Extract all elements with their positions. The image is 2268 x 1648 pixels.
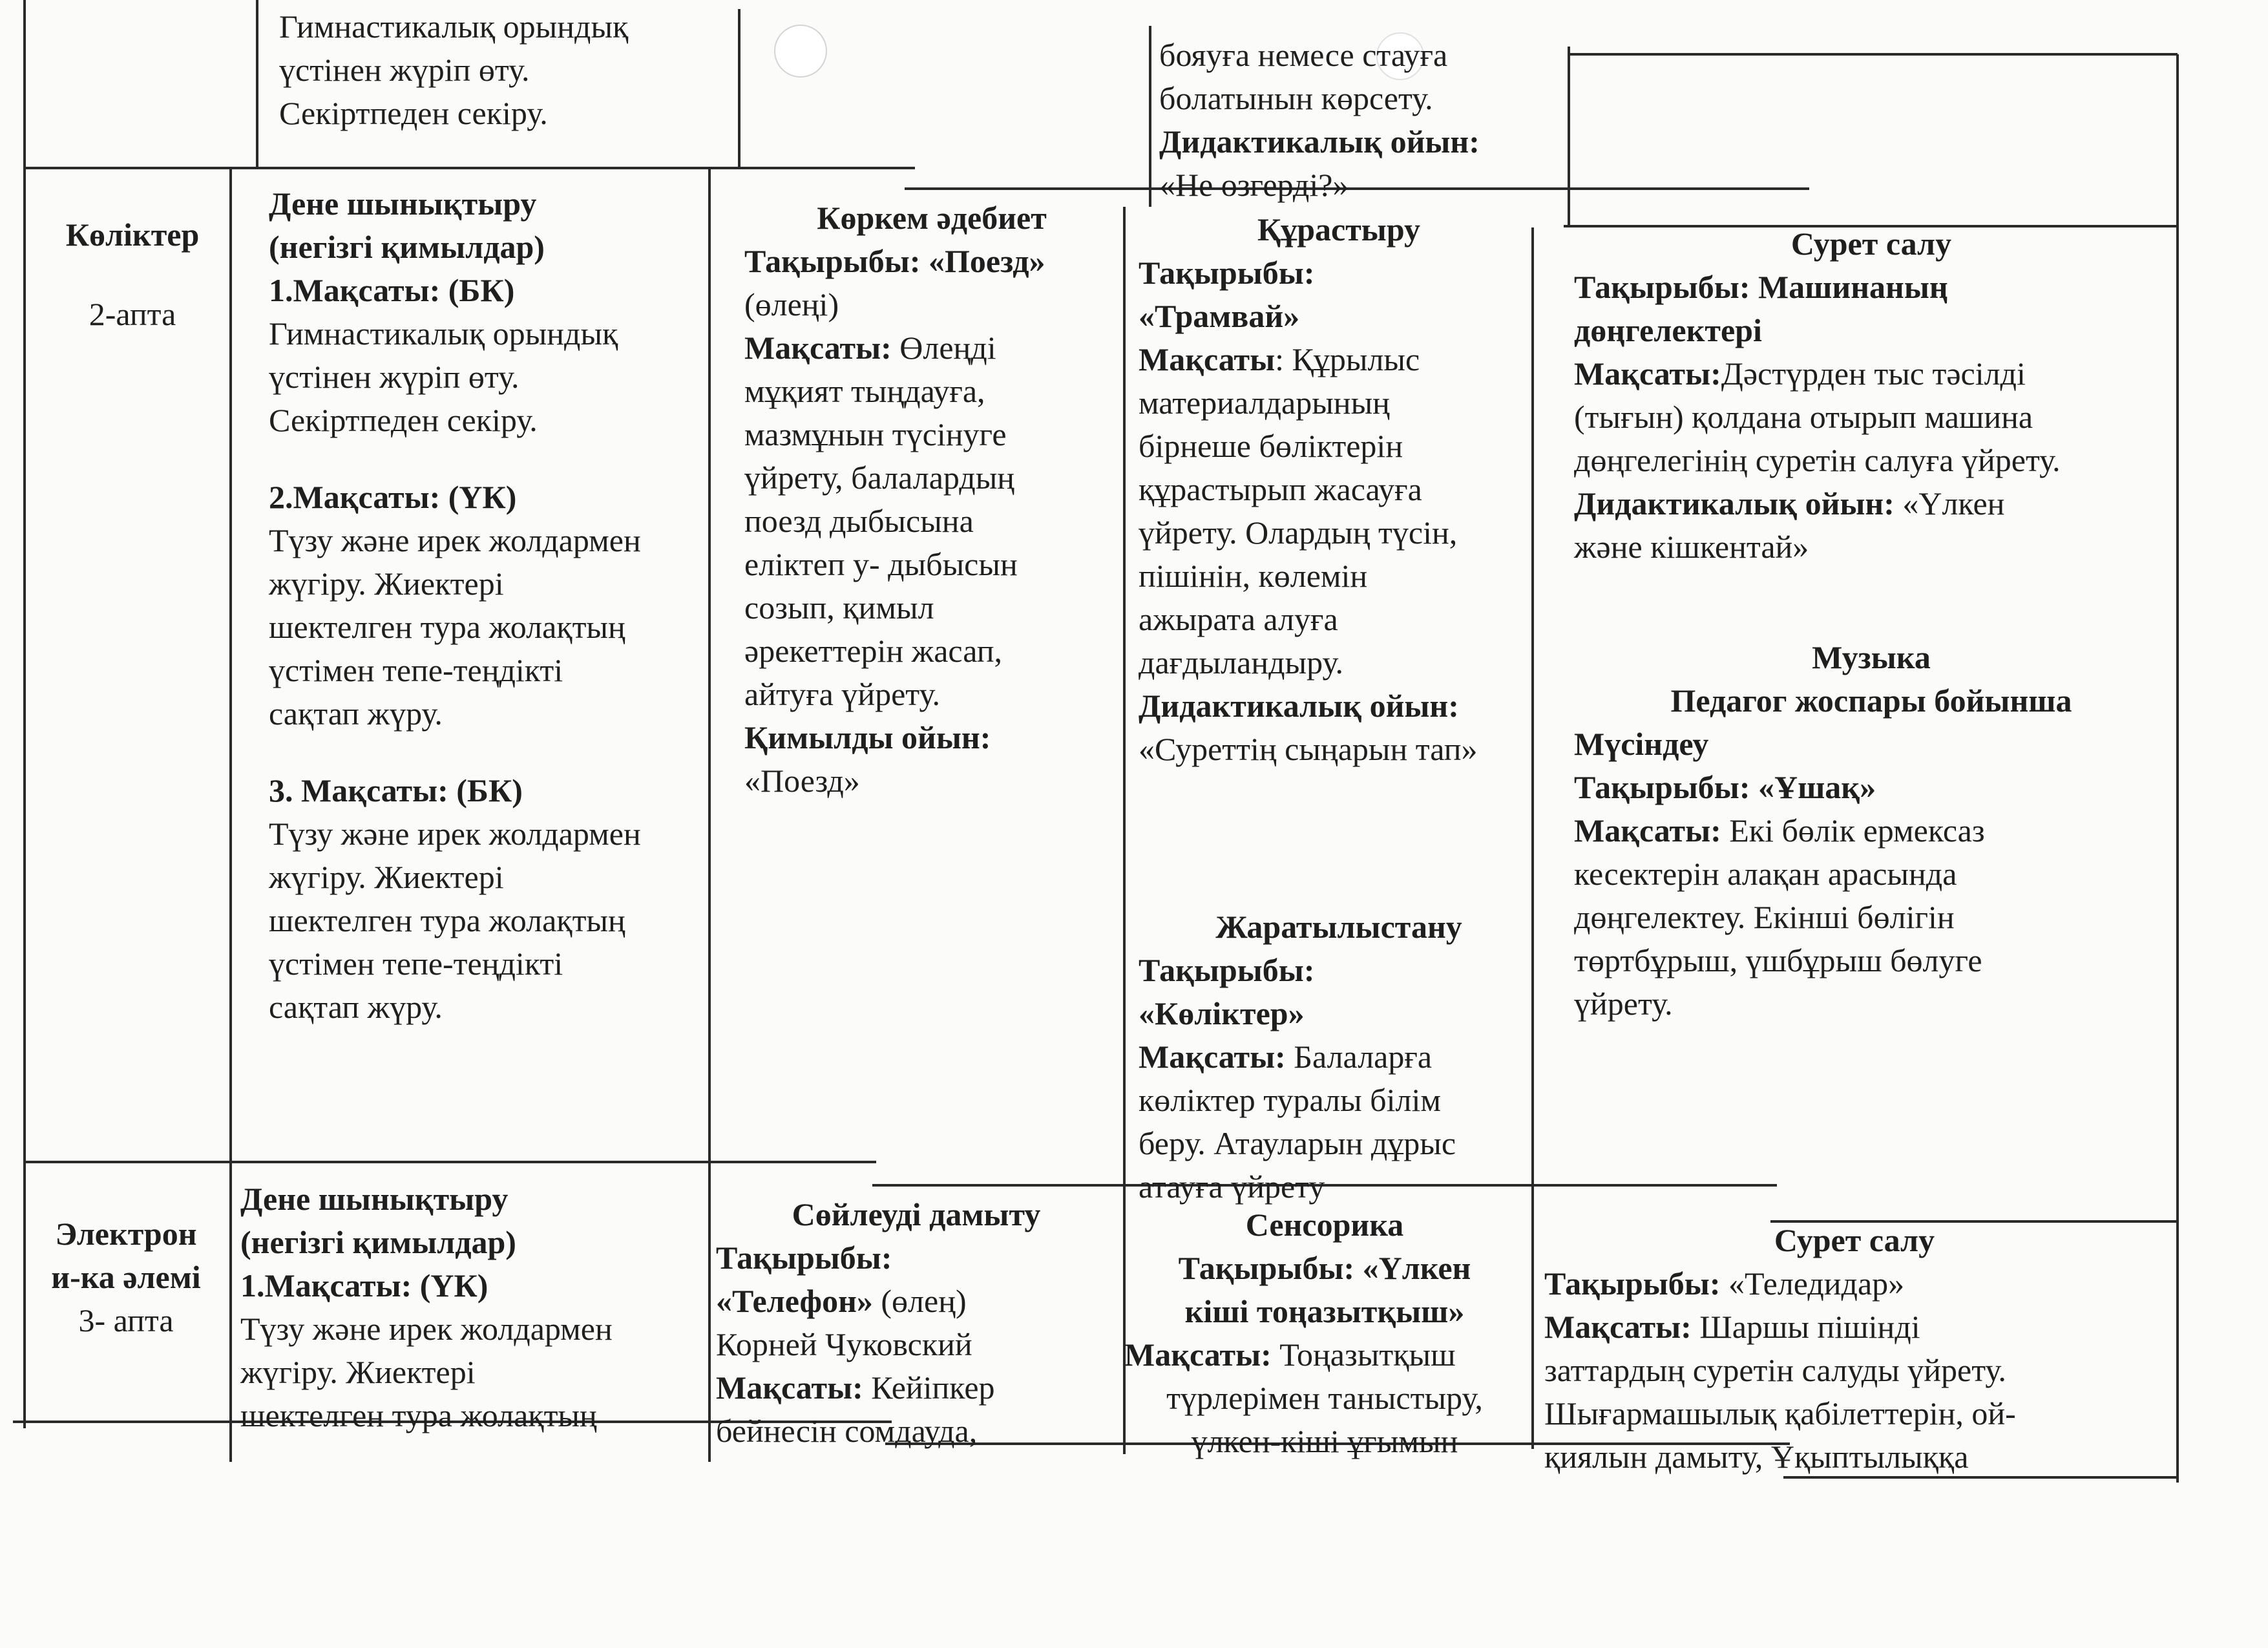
text-line: мазмұнын түсінуге [744,416,1007,452]
text-line: Дидактикалық ойын: [1159,123,1480,160]
text-line: «Поезд» [744,763,860,799]
text-line: үстінен жүріп өту. [269,359,520,395]
cell-r1-c3 [1139,208,1539,1209]
text-line: төртбұрыш, үшбұрыш бөлуге [1574,942,1982,978]
text-line: Тақырыбы: «Теледидар» [1544,1265,1905,1302]
text-line: Мақсаты: Тоңазытқыш [1124,1336,1456,1373]
text-line: ажырата алуға [1139,601,1338,637]
text-line: Мақсаты: Шаршы пішінді [1544,1309,1920,1345]
text-line: «Телефон» (өлең) [716,1283,967,1319]
text-line: еліктеп у- дыбысын [744,546,1018,582]
text-line: дөңгелектеу. Екінші бөлігін [1574,899,1955,935]
week-label-elektronika [26,1212,226,1342]
text-line: материалдарының [1139,385,1390,421]
text-line: және кішкентай» [1574,529,1809,565]
text-line: кіші тоңазытқыш» [1184,1293,1465,1329]
text-line: Гимнастикалық орындық [279,8,629,45]
row-divider-1 [23,167,915,169]
text-line: жүгіру. Жиектері [240,1354,476,1390]
text-line: дағдыландыру. [1139,644,1343,681]
text-line: үйрету, балалардың [744,460,1015,496]
text-line: 1.Мақсаты: (ҮК) [240,1267,488,1304]
column-divider-3 [1149,26,1151,207]
text-line: үстімен тепе-теңдікті [269,652,563,688]
text-line: Түзу және ирек жолдармен [269,522,641,558]
text-line: көліктер туралы білім [1139,1082,1441,1118]
text-line: «Көліктер» [1139,995,1305,1031]
bold-lead: Мақсаты: [1574,812,1721,849]
text-line: үйрету. Олардың түсін, [1139,514,1458,551]
text-line: 1.Мақсаты: (БК) [269,272,515,308]
text-line: Сенсорика [1245,1207,1404,1243]
text-line: Сурет салу [1774,1222,1935,1258]
text-line: Сурет салу [1790,226,1952,262]
table-border-right [2176,54,2179,1483]
text-line: беру. Атауларын дұрыс [1139,1125,1456,1161]
text-line: Музыка [1812,639,1931,675]
text-line: бейнесін сомдауда, [716,1413,978,1449]
text-line: құрастырып жасауға [1139,471,1422,507]
text-line: Мүсіндеу [1574,726,1709,762]
text-line [1574,602,2168,636]
text-line: Секіртпеден секіру. [269,402,538,438]
text-line: Корней Чуковский [716,1326,972,1362]
column-divider-1b [229,169,232,1462]
text-line: дөңгелектері [1574,312,1762,348]
bold-lead: Мақсаты: [716,1369,863,1406]
text-line: бірнеше бөліктерін [1139,428,1403,464]
text-line: созып, қимыл [744,589,934,626]
text-line: атауға үйрету [1139,1168,1325,1205]
bold-lead: Мақсаты: [1139,1039,1286,1075]
text-line: жүгіру. Жиектері [269,859,504,895]
text-line: жүгіру. Жиектері [269,565,504,602]
bold-lead: Мақсаты: [1544,1309,1692,1345]
text-line: Тақырыбы: Машинаның [1574,269,1948,305]
text-line: шектелген тура жолақтың [269,902,625,938]
text-line: Тақырыбы: [1139,255,1315,291]
text-line: (өлеңі) [744,286,839,322]
text-line [1139,838,1539,872]
text-line: «Не өзгерді?» [1159,167,1349,203]
text-line: (негізгі қимылдар) [269,229,545,265]
text-line: кесектерін алақан арасында [1574,856,1957,892]
text-line: Мақсаты: Кейіпкер [716,1369,995,1406]
text-line: болатынын көрсету. [1159,80,1433,116]
column-divider-2b [708,169,711,1462]
text-line: бояуға немесе стауға [1159,37,1448,73]
text-line: Түзу және ирек жолдармен [269,816,641,852]
text-line: шектелген тура жолақтың [240,1397,597,1433]
week-line: и-ка әлемі [51,1259,201,1295]
bold-lead: Мақсаты: [1574,355,1721,392]
text-line: Гимнастикалық орындық [269,315,618,352]
week-line: 3- апта [78,1302,174,1338]
text-line: сақтап жүру. [269,989,443,1025]
text-line: заттардың суретін салуды үйрету. [1544,1352,2006,1388]
text-line [269,442,708,476]
week-label-kolikter [39,213,226,336]
text-line: Көркем әдебиет [817,200,1047,236]
text-line: әрекеттерін жасап, [744,633,1002,669]
row-divider-top [1568,53,2178,56]
week-line: 2-апта [89,296,176,332]
text-line [269,735,708,769]
text-line: Тақырыбы: [716,1240,892,1276]
text-line: Түзу және ирек жолдармен [240,1311,613,1347]
text-line: қиялын дамыту, Ұқыптылыққа [1544,1439,1969,1475]
text-line: Дене шынықтыру [269,185,537,222]
text-line: айтуға үйрету. [744,676,940,712]
text-line: мұқият тыңдауға, [744,373,985,409]
text-line: «Трамвай» [1139,298,1300,334]
column-divider-4 [1568,47,1570,227]
text-line [1139,872,1539,905]
text-line: (негізгі қимылдар) [240,1224,516,1260]
bold-lead: Мақсаты: [744,330,892,366]
cell-r2-c1 [240,1178,706,1437]
cell-r1-c2 [744,196,1119,803]
week-line: Электрон [55,1216,197,1252]
cell-r1-c4 [1574,222,2168,1026]
text-line: Тақырыбы: «Ұшақ» [1574,769,1876,805]
text-line: Мақсаты: Екі бөлік ермексаз [1574,812,1985,849]
text-line: Шығармашылық қабілеттерін, ой- [1544,1395,2016,1431]
text-line: Дидактикалық ойын: «Үлкен [1574,485,2005,522]
text-line: Құрастыру [1257,211,1420,248]
text-line: поезд дыбысына [744,503,974,539]
cell-r1-c1 [269,182,708,1029]
text-line: Мақсаты:Дәстүрден тыс тәсілді [1574,355,2026,392]
column-divider-2 [738,9,740,169]
text-line: 3. Мақсаты: (БК) [269,772,523,808]
cell-r2-c2 [716,1193,1117,1453]
text-line: «Суреттің сыңарын тап» [1139,731,1478,767]
bold-lead: Мақсаты: [1124,1336,1272,1373]
cell-r2-c3 [1124,1203,1525,1463]
bold-lead: Дидактикалық ойын: [1574,485,1895,522]
text-line: үстімен тепе-теңдікті [269,945,563,982]
text-line: Мақсаты: Балаларға [1139,1039,1433,1075]
text-line: пішінін, көлемін [1139,558,1368,594]
text-line [1139,771,1539,805]
text-line: (тығын) қолдана отырып машина [1574,399,2033,435]
text-line [1139,805,1539,838]
text-line: Мақсаты: Өлеңді [744,330,996,366]
text-line: Секіртпеден секіру. [279,95,548,131]
text-line: үлкен-кіші ұғымын [1191,1423,1458,1459]
text-line: Мақсаты: Құрылыс [1139,341,1420,377]
text-line: Тақырыбы: [1139,952,1315,988]
bold-lead: Тақырыбы: [1544,1265,1721,1302]
cell-r0-c1 [279,5,731,135]
text-line: Тақырыбы: «Поезд» [744,243,1045,279]
text-line: Қимылды ойын: [744,719,991,755]
text-line: үстінен жүріп өту. [279,52,530,88]
text-line: Тақырыбы: «Үлкен [1178,1250,1471,1286]
binder-hole [774,25,827,78]
cell-r2-c4 [1544,1219,2165,1479]
week-line: Көліктер [65,217,200,253]
text-line: 2.Мақсаты: (ҮК) [269,479,517,515]
text-line: дөңгелегінің суретін салуға үйрету. [1574,442,2061,478]
text-line: Сөйлеуді дамыту [792,1196,1041,1232]
column-divider-1 [256,0,258,169]
text-line: шектелген тура жолақтың [269,609,625,645]
text-line: Педагог жоспары бойынша [1670,682,2072,719]
row-divider-2 [23,1161,876,1163]
text-line: үйрету. [1574,986,1673,1022]
text-line: Дене шынықтыру [240,1181,509,1217]
text-line [1574,569,2168,602]
cell-r0-c3 [1159,34,1560,207]
text-line: Жаратылыстану [1215,909,1462,945]
text-line: түрлерімен таныстыру, [1166,1380,1483,1416]
bold-lead: «Телефон» [716,1283,873,1319]
text-line: сақтап жүру. [269,695,443,732]
text-line: Дидактикалық ойын: [1139,688,1459,724]
bold-lead: Мақсаты [1139,341,1276,377]
